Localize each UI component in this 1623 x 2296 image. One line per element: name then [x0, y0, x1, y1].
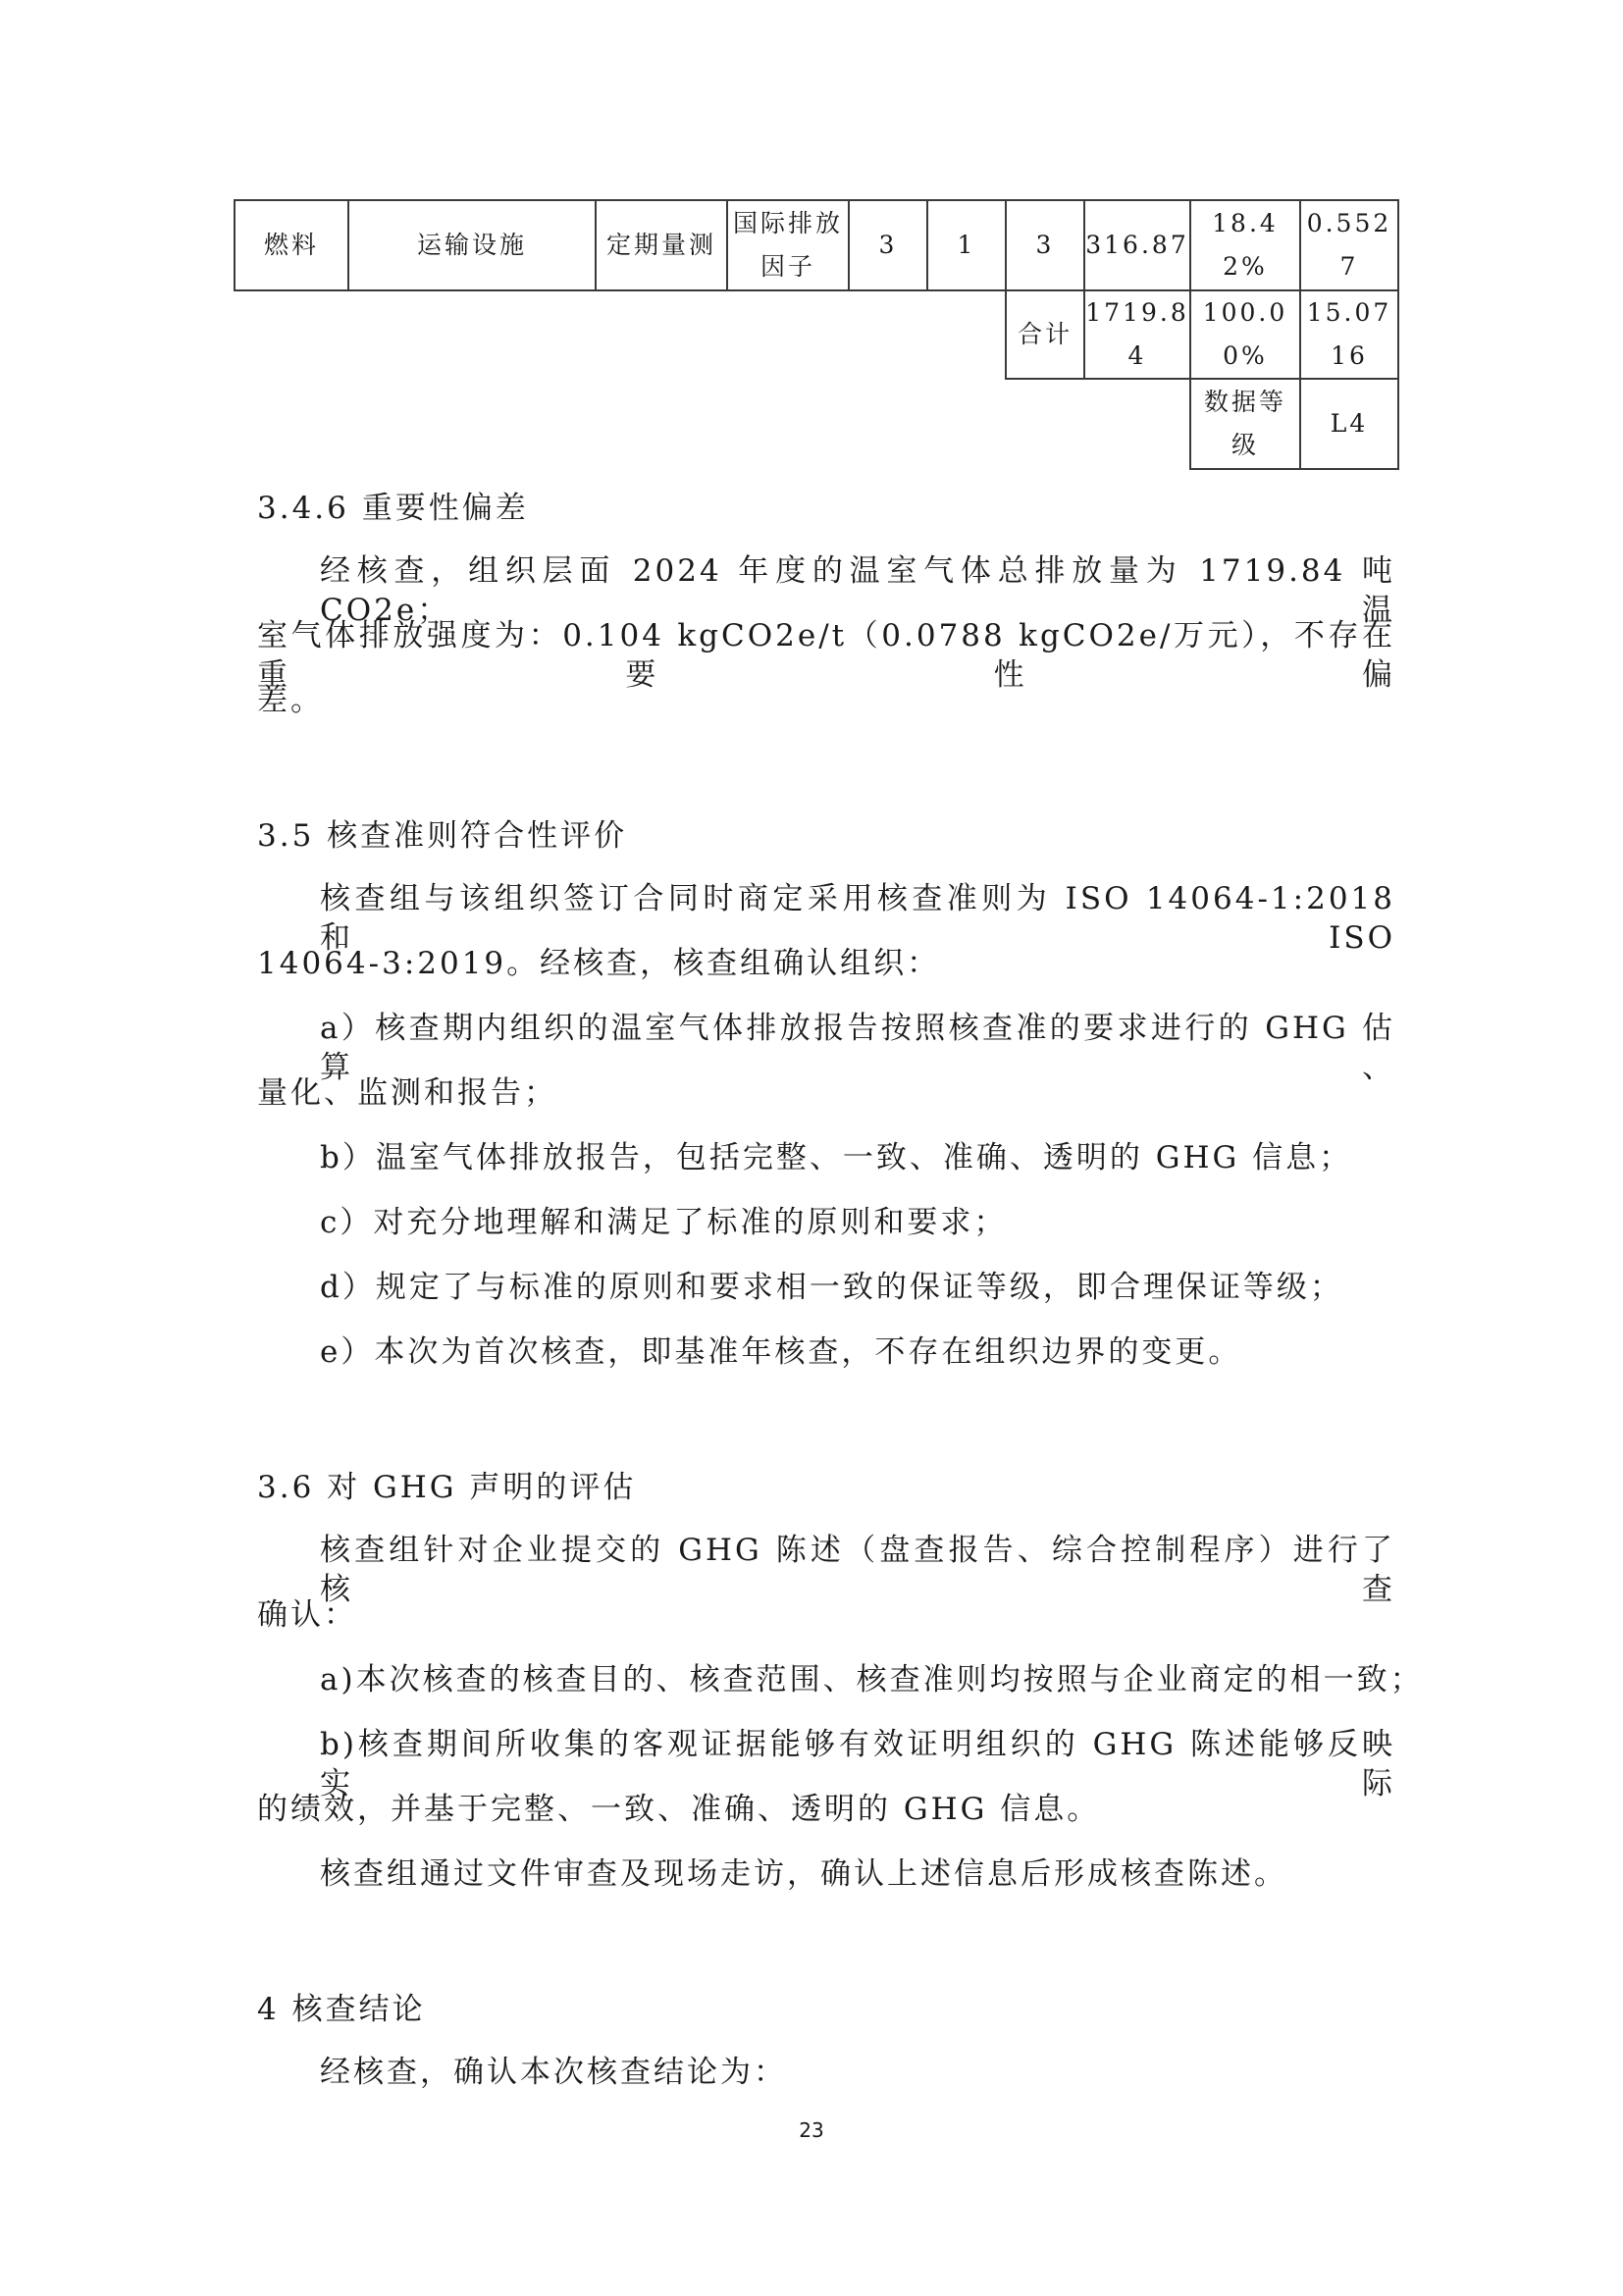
page-number: 23 — [799, 2118, 824, 2142]
section-heading-3-4-6: 3.4.6 重要性偏差 — [257, 491, 529, 526]
paragraph-line: 经核查，组织层面 2024 年度的温室气体总排放量为 1719.84 吨 CO2e；温 — [320, 553, 1395, 628]
table-cell: 定期量测 — [596, 200, 727, 290]
table-cell: 1719.84 — [1084, 290, 1190, 379]
paragraph-line: a）核查期内组织的温室气体排放报告按照核查准的要求进行的 GHG 估算、 — [320, 1011, 1395, 1085]
table-cell: 1 — [927, 200, 1006, 290]
paragraph-line: 量化、监测和报告； — [257, 1075, 557, 1111]
table-cell: 100.00% — [1190, 290, 1300, 379]
table-blank — [235, 379, 1190, 469]
table-cell: 3 — [849, 200, 927, 290]
list-item: e）本次为首次核查，即基准年核查，不存在组织边界的变更。 — [320, 1334, 1242, 1370]
section-heading-4: 4 核查结论 — [257, 1992, 426, 2027]
table-cell: 数据等级 — [1190, 379, 1300, 469]
table-cell: 0.5527 — [1300, 200, 1398, 290]
list-item: a)本次核查的核查目的、核查范围、核查准则均按照与企业商定的相一致； — [320, 1662, 1424, 1697]
paragraph-line: 14064-3:2019。经核查，核查组确认组织： — [257, 946, 941, 981]
table-cell: L4 — [1300, 379, 1398, 469]
section-heading-3-6: 3.6 对 GHG 声明的评估 — [257, 1470, 637, 1505]
paragraph-line: 核查组通过文件审查及现场走访，确认上述信息后形成核查陈述。 — [320, 1856, 1287, 1892]
paragraph-line: 确认： — [257, 1597, 357, 1633]
list-item: d）规定了与标准的原则和要求相一致的保证等级，即合理保证等级； — [320, 1270, 1343, 1305]
emissions-table — [234, 199, 1399, 470]
table-cell: 运输设施 — [348, 200, 596, 290]
table-row — [235, 379, 1398, 469]
table-cell: 316.87 — [1084, 200, 1190, 290]
table-row — [235, 200, 1398, 290]
paragraph-line: 核查组与该组织签订合同时商定采用核查准则为 ISO 14064-1:2018 和 ISO — [320, 881, 1395, 956]
table-cell: 3 — [1006, 200, 1084, 290]
paragraph-line: 经核查，确认本次核查结论为： — [320, 2055, 787, 2090]
table-cell: 燃料 — [235, 200, 348, 290]
table-cell: 15.0716 — [1300, 290, 1398, 379]
paragraph-line: 室气体排放强度为：0.104 kgCO2e/t（0.0788 kgCO2e/万元），不存在重要性偏 — [257, 618, 1395, 693]
list-item: c）对充分地理解和满足了标准的原则和要求； — [320, 1205, 1008, 1240]
table-cell: 18.42% — [1190, 200, 1300, 290]
paragraph-line: 的绩效，并基于完整、一致、准确、透明的 GHG 信息。 — [257, 1792, 1101, 1827]
list-item: b）温室气体排放报告，包括完整、一致、准确、透明的 GHG 信息； — [320, 1140, 1353, 1175]
table-cell: 合计 — [1006, 290, 1084, 379]
table-blank — [235, 290, 1006, 379]
section-heading-3-5: 3.5 核查准则符合性评价 — [257, 818, 628, 854]
table-row — [235, 290, 1398, 379]
paragraph-line: 差。 — [257, 683, 324, 718]
list-item: b)核查期间所收集的客观证据能够有效证明组织的 GHG 陈述能够反映实际 — [320, 1727, 1395, 1801]
paragraph-line: 核查组针对企业提交的 GHG 陈述（盘查报告、综合控制程序）进行了核查 — [320, 1533, 1395, 1607]
emissions-table-fragment — [234, 199, 1399, 470]
table-cell: 国际排放因子 — [727, 200, 849, 290]
